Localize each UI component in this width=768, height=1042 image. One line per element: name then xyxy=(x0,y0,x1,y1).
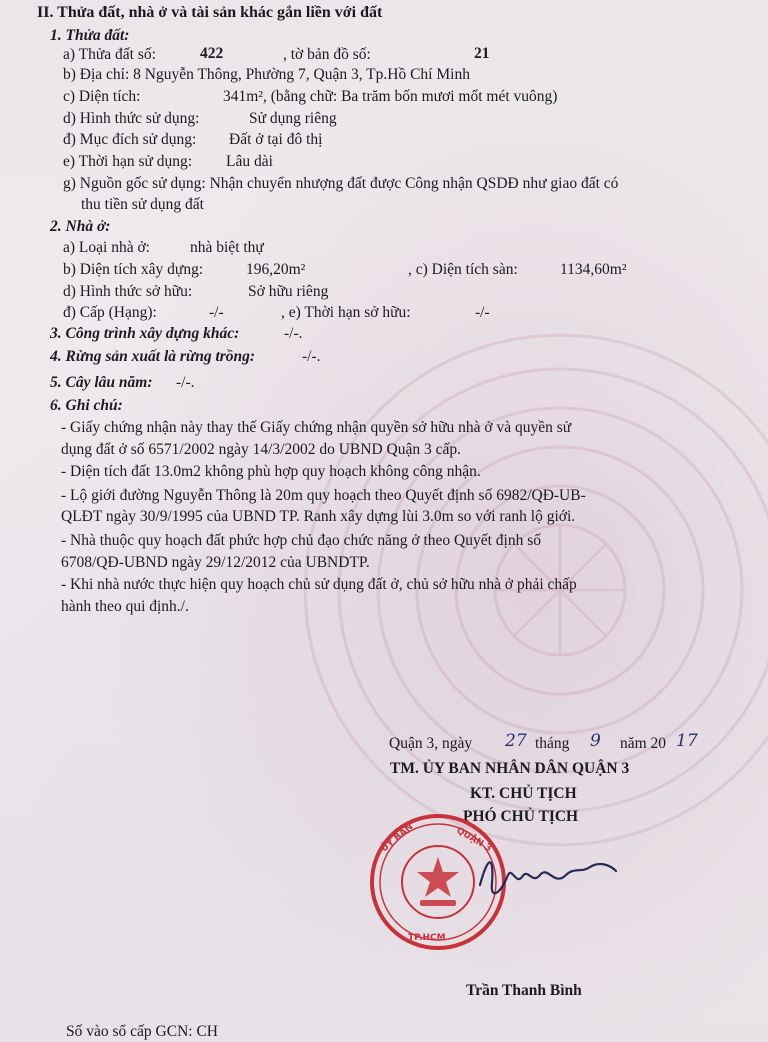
other-works-heading: 3. Công trình xây dựng khác: xyxy=(50,325,240,342)
origin-line-2: thu tiền sử dụng đất xyxy=(81,196,204,213)
note-line: - Lộ giới đường Nguyễn Thông là 20m quy hoạch theo Quyết định số 6982/QĐ-UB- xyxy=(61,487,586,504)
purpose-value: Đất ở tại đô thị xyxy=(229,131,323,148)
parcel-label: a) Thửa đất số: xyxy=(63,46,156,63)
floor-area-value: 1134,60m² xyxy=(560,261,627,278)
date-year: 17 xyxy=(676,731,698,751)
svg-text:ỦY BAN: ỦY BAN xyxy=(379,822,416,855)
forest-value: -/-. xyxy=(302,348,321,365)
notes-heading: 6. Ghi chú: xyxy=(50,397,123,414)
built-area-label: b) Diện tích xây dựng: xyxy=(63,261,204,278)
handwritten-signature xyxy=(470,845,620,905)
grade-value: -/- xyxy=(209,304,224,321)
origin-line-1: g) Nguồn gốc sử dụng: Nhận chuyển nhượng đất được Công nhận QSDĐ như giao đất có xyxy=(63,175,619,192)
floor-area-label: , c) Diện tích sàn: xyxy=(408,261,518,278)
svg-text:TP.HCM: TP.HCM xyxy=(408,933,446,943)
footer-register-number: Số vào sổ cấp GCN: CH xyxy=(66,1023,218,1040)
date-prefix: Quận 3, ngày xyxy=(389,735,473,752)
house-type-value: nhà biệt thự xyxy=(190,239,264,256)
ownership-label: d) Hình thức sở hữu: xyxy=(63,283,193,300)
ownership-value: Sở hữu riêng xyxy=(248,283,329,300)
date-day: 27 xyxy=(505,731,527,751)
use-form-value: Sử dụng riêng xyxy=(249,110,337,127)
perennial-value: -/-. xyxy=(176,374,195,391)
house-type-label: a) Loại nhà ở: xyxy=(63,239,150,256)
note-line: - Nhà thuộc quy hoạch đất phức hợp chủ đạo chức năng ở theo Quyết định số xyxy=(61,532,541,549)
map-label: , tờ bản đồ số: xyxy=(283,46,371,63)
note-line: - Khi nhà nước thực hiện quy hoạch chủ sử dụng đất ở, chủ sở hữu nhà ở phải chấp xyxy=(61,576,577,593)
signer-name: Trần Thanh Bình xyxy=(466,982,582,999)
ownership-term-label: , e) Thời hạn sở hữu: xyxy=(281,304,411,321)
term-value: Lâu dài xyxy=(226,153,273,170)
other-works-value: -/-. xyxy=(284,325,303,342)
date-month-label: tháng xyxy=(535,735,570,752)
term-label: e) Thời hạn sử dụng: xyxy=(63,153,193,170)
land-heading: 1. Thửa đất: xyxy=(50,27,130,44)
note-line: - Diện tích đất 13.0m2 không phù hợp quy hoạch không công nhận. xyxy=(61,463,481,480)
area-label: c) Diện tích: xyxy=(63,88,141,105)
note-line: hành theo qui định./. xyxy=(61,598,189,615)
date-year-label: năm 20 xyxy=(620,735,667,752)
built-area-value: 196,20m² xyxy=(246,261,306,278)
section-title: II. Thửa đất, nhà ở và tài sản khác gắn liền với đất xyxy=(37,4,383,21)
svg-text:QUẬN 3: QUẬN 3 xyxy=(454,825,494,855)
role-line-1: KT. CHỦ TỊCH xyxy=(470,785,577,802)
note-line: - Giấy chứng nhận này thay thế Giấy chứng nhận quyền sở hữu nhà ở và quyền sử xyxy=(61,419,572,436)
forest-heading: 4. Rừng sản xuất là rừng trồng: xyxy=(50,348,256,365)
address: b) Địa chỉ: 8 Nguyễn Thông, Phường 7, Quận 3, Tp.Hồ Chí Minh xyxy=(63,66,470,83)
grade-label: đ) Cấp (Hạng): xyxy=(63,304,157,321)
house-heading: 2. Nhà ở: xyxy=(50,218,111,235)
area-value: 341m², (bằng chữ: Ba trăm bốn mươi mốt mét vuông) xyxy=(223,88,558,105)
perennial-heading: 5. Cây lâu năm: xyxy=(50,374,153,391)
note-line: QLĐT ngày 30/9/1995 của UBND TP. Ranh xây dựng lùi 3.0m so với ranh lộ giới. xyxy=(61,508,576,525)
parcel-number: 422 xyxy=(200,45,224,62)
note-line: dụng đất ở số 6571/2002 ngày 14/3/2002 do UBND Quận 3 cấp. xyxy=(61,441,461,458)
note-line: 6708/QĐ-UBND ngày 29/12/2012 của UBNDTP. xyxy=(61,554,370,571)
use-form-label: d) Hình thức sử dụng: xyxy=(63,110,200,127)
purpose-label: đ) Mục đích sử dụng: xyxy=(63,131,197,148)
date-month: 9 xyxy=(590,731,601,751)
issuing-org: TM. ỦY BAN NHÂN DÂN QUẬN 3 xyxy=(390,760,630,777)
map-number: 21 xyxy=(474,45,490,62)
ownership-term-value: -/- xyxy=(475,304,490,321)
role-line-2: PHÓ CHỦ TỊCH xyxy=(463,808,579,825)
